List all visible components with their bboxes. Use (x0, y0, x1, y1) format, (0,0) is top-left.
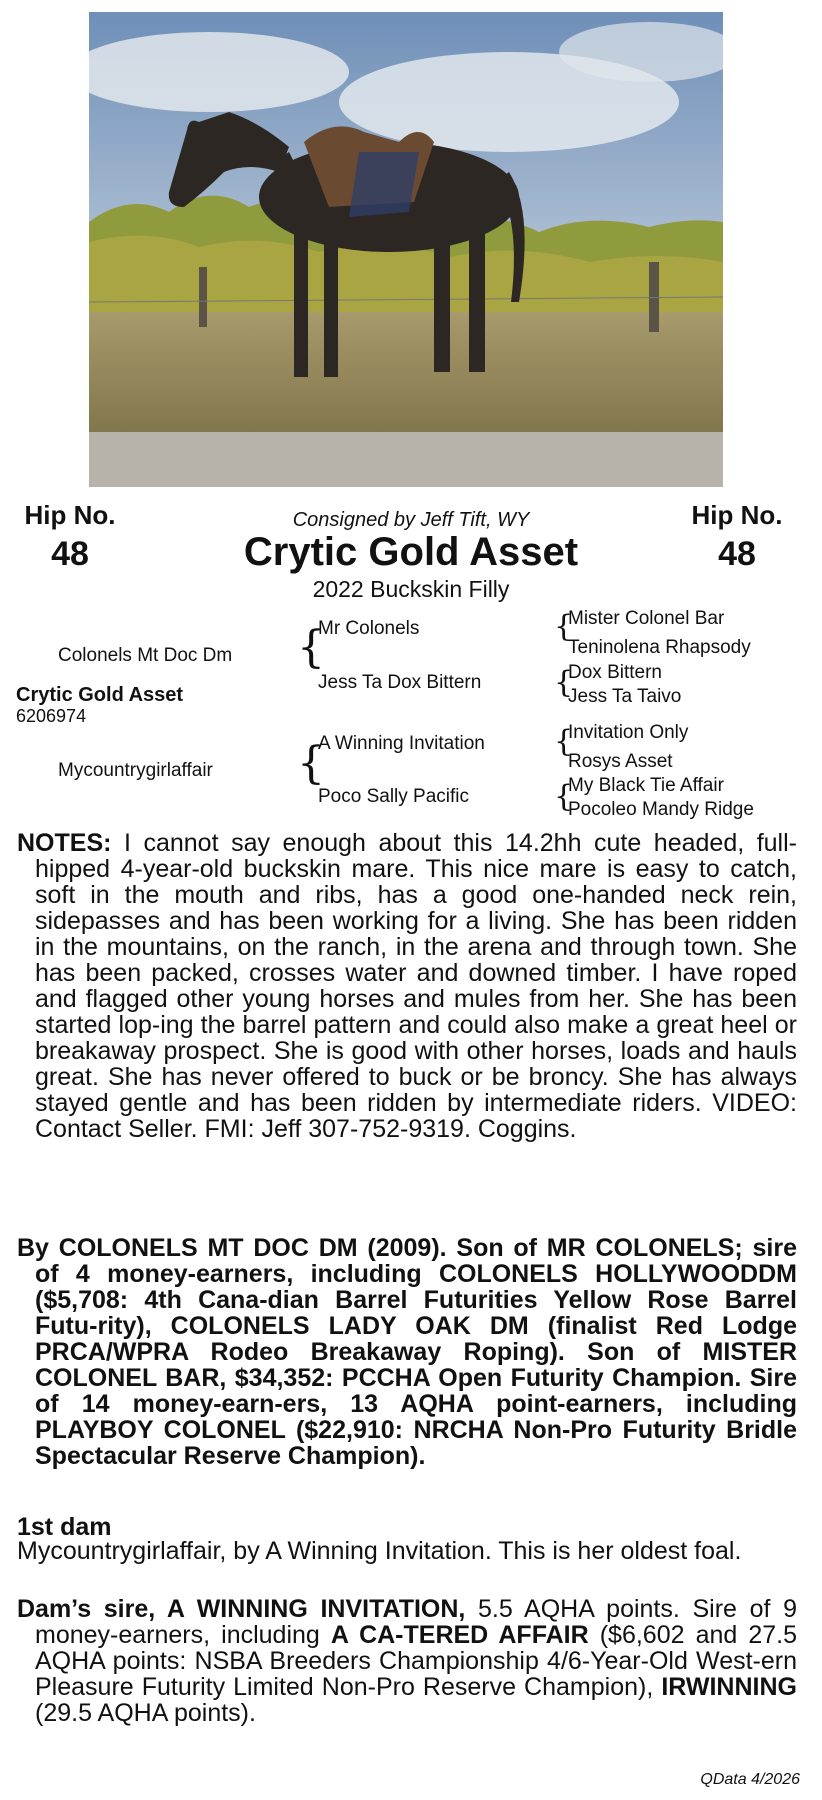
hip-label: Hip No. (24, 500, 116, 530)
pedigree-g4: Jess Ta Taivo (568, 686, 682, 707)
sire-paragraph-text: By COLONELS MT DOC DM (2009). Son of MR COLONELS; sire of 4 money-earners, including COLONELS HOLLYWOODDM ($5,708: 4th Cana-dian Barrel Futurities Yellow Rose Barrel Futu-rity), COLONELS LADY OAK DM (finalist Red Lodge PRCA/WPRA Rodeo Breakaway Roping). Son of MISTER COLONEL BAR, $34,352: PCCHA Open Futurity Champion. Sire of 14 money-earn-ers, 13 AQHA point-earners, including PLAYBOY COLONEL ($22,910: NRCHA Non-Pro Futurity Bridle Spectacular Reserve Champion). (17, 1234, 797, 1470)
hip-label: Hip No. (691, 500, 783, 530)
dams-sire-bold-1: A CA-TERED AFFAIR (330, 1621, 589, 1649)
pedigree-dam-sire: A Winning Invitation (318, 733, 485, 754)
pedigree-g7: My Black Tie Affair (568, 775, 724, 796)
sire-paragraph (17, 1235, 797, 1469)
notes-label: NOTES: (17, 829, 112, 857)
footer-credit: QData 4/2026 (700, 1771, 800, 1788)
brace: { (554, 609, 574, 644)
pedigree-g1: Mister Colonel Bar (568, 608, 725, 629)
pedigree-g3: Dox Bittern (568, 662, 662, 683)
pedigree-g5: Invitation Only (568, 722, 689, 743)
brace: { (297, 738, 325, 789)
pedigree-sire-dam: Jess Ta Dox Bittern (318, 672, 482, 693)
brace: { (554, 665, 574, 700)
pedigree-sire: Colonels Mt Doc Dm (58, 645, 233, 666)
dams-sire-text-3: (29.5 AQHA points). (35, 1699, 256, 1727)
horse-photo (89, 12, 723, 487)
dams-sire-text-2: ($6,602 and 27.5 AQHA points: NSBA Breeders Championship 4/6-Year-Old West-ern Pleasure Futurity Limited Non-Pro Reserve Champion), (35, 1621, 798, 1701)
horse-description: 2022 Buckskin Filly (312, 576, 510, 602)
pedigree-reg-number: 6206974 (16, 706, 87, 726)
brace: { (554, 779, 574, 814)
brace: { (297, 622, 325, 673)
pedigree-dam: Mycountrygirlaffair (58, 760, 213, 781)
hip-number: 48 (51, 535, 89, 573)
horse-image (89, 12, 723, 487)
dams-sire-bold-2: IRWINNING (661, 1673, 797, 1701)
pedigree-g2: Teninolena Rhapsody (568, 637, 751, 658)
dams-sire-text-1: 5.5 AQHA points. Sire of 9 money-earners, including (35, 1595, 798, 1649)
hip-number: 48 (718, 535, 756, 573)
horse-name: Crytic Gold Asset (243, 530, 579, 574)
first-dam-section (17, 1538, 797, 1564)
notes-section (17, 830, 797, 1142)
pedigree-g8: Pocoleo Mandy Ridge (568, 799, 754, 820)
dams-sire-section (17, 1596, 797, 1726)
consignor: Consigned by Jeff Tift, WY (292, 509, 530, 531)
pedigree-dam-dam: Poco Sally Pacific (318, 786, 470, 807)
first-dam-text: Mycountrygirlaffair, by A Winning Invitation. This is her oldest foal. (17, 1537, 742, 1565)
brace: { (554, 724, 574, 759)
notes-text: I cannot say enough about this 14.2hh cute headed, full-hipped 4-year-old buckskin mare. This nice mare is easy to catch, soft in the mouth and ribs, has a good one-handed neck rein, sidepasses and has been working for a living. She has been ridden in the mountains, on the ranch, in the arena and through town. She has been packed, crosses water and downed timber. I have roped and flagged other young horses and mules from her. She has been started lop-ing the barrel pattern and could also make a great heel or breakaway prospect. She is good with other horses, loads and hauls great. She has never offered to buck or be broncy. She has always stayed gentle and has been ridden by intermediate riders. VIDEO: Contact Seller. FMI: Jeff 307-752-9319. Coggins. (35, 829, 797, 1143)
dams-sire-lead: Dam’s sire, A WINNING INVITATION, (17, 1595, 466, 1623)
first-dam-heading: 1st dam (17, 1513, 112, 1541)
pedigree-sire-sire: Mr Colonels (318, 618, 420, 639)
pedigree-horse: Crytic Gold Asset (16, 684, 184, 706)
pedigree-g6: Rosys Asset (568, 751, 673, 772)
